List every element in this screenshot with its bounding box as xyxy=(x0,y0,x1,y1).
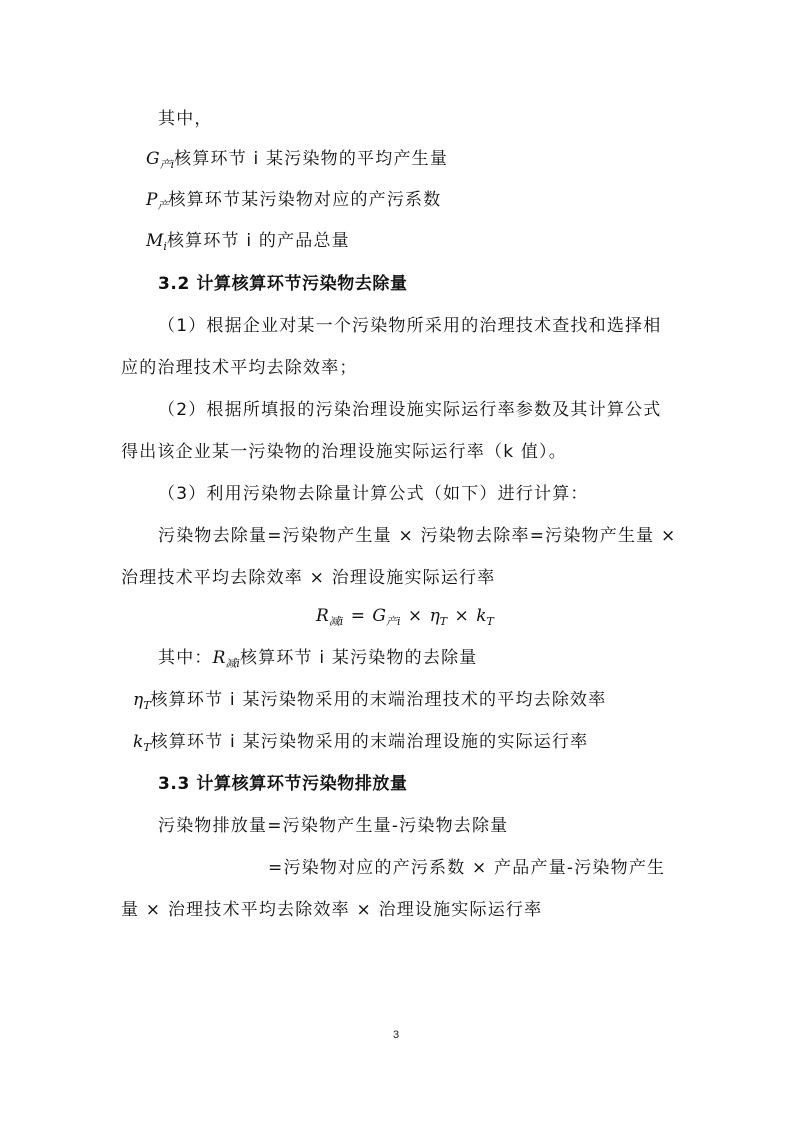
definition-m: $M_i$核算环节 i 的产品总量 xyxy=(146,231,350,253)
removal-formula: $R_{减i} = G_{产i} \times \eta_T \times k_T$ xyxy=(316,606,494,628)
step1-line1: （1）根据企业对某一个污染物所采用的治理技术查找和选择相 xyxy=(158,316,662,336)
emission-line2: =污染物对应的产污系数 × 产品产量-污染物产生 xyxy=(268,858,666,878)
step2-line2: 得出该企业某一污染物的治理设施实际运行率（k 值）。 xyxy=(121,442,567,462)
definition-p: $P_产$核算环节某污染物对应的产污系数 xyxy=(146,190,442,212)
definition-k: $k_T$核算环节 i 某污染物采用的末端治理设施的实际运行率 xyxy=(133,732,589,754)
equation-text-line2: 治理技术平均去除效率 × 治理设施实际运行率 xyxy=(121,568,496,588)
variable-eta: $\eta_T$ xyxy=(133,690,151,712)
definition-eta: $\eta_T$核算环节 i 某污染物采用的末端治理技术的平均去除效率 xyxy=(133,690,607,712)
intro-text: 其中， xyxy=(158,109,213,129)
definition-g: $G_{产i}$核算环节 i 某污染物的平均产生量 xyxy=(146,149,449,171)
emission-line3: 量 × 治理技术平均去除效率 × 治理设施实际运行率 xyxy=(121,900,543,920)
definition-r: 其中：$R_{减i}$核算环节 i 某污染物的去除量 xyxy=(158,648,478,670)
equation-text-line1: 污染物去除量=污染物产生量 × 污染物去除率=污染物产生量 × xyxy=(158,526,677,546)
variable-m: $M_i$ xyxy=(146,231,167,253)
variable-k: $k_T$ xyxy=(133,732,151,754)
section-heading-3-3: 3.3 计算核算环节污染物排放量 xyxy=(158,774,408,794)
step3-line: （3）利用污染物去除量计算公式（如下）进行计算： xyxy=(158,484,589,504)
variable-p: $P_产$ xyxy=(146,190,169,212)
page-number: 3 xyxy=(393,1029,400,1041)
section-heading-3-2: 3.2 计算核算环节污染物去除量 xyxy=(158,274,408,294)
step2-line1: （2）根据所填报的污染治理设施实际运行率参数及其计算公式 xyxy=(158,400,662,420)
emission-line1: 污染物排放量=污染物产生量-污染物去除量 xyxy=(158,816,509,836)
variable-r: $R_{减i}$ xyxy=(212,648,240,670)
step1-line2: 应的治理技术平均去除效率； xyxy=(121,358,358,378)
variable-g: $G_{产i}$ xyxy=(146,149,175,171)
